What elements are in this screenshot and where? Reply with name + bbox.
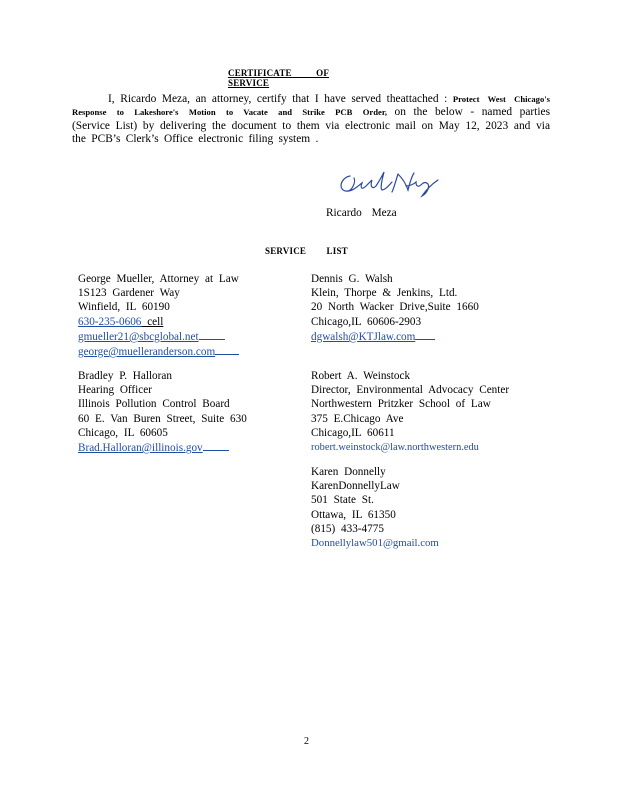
contact-email-link[interactable]: george@muelleranderson.com: [78, 346, 216, 359]
certificate-paragraph: [72, 93, 550, 146]
contact-line: George Mueller, Attorney at Law: [78, 273, 239, 285]
certificate-heading: CERTIFICATE OF SERVICE: [228, 68, 330, 88]
contact-email-link[interactable]: gmueller21@sbcglobal.net: [78, 330, 199, 343]
contact-line: Bradley P. Halloran: [78, 370, 172, 382]
service-contact-walsh: [311, 272, 479, 344]
contact-line: 1S123 Gardener Way: [78, 287, 180, 300]
contact-phone-link[interactable]: 630-235-0606: [78, 315, 142, 328]
signatory-name: Ricardo Meza: [326, 207, 397, 219]
signature-image: [336, 168, 440, 198]
contact-line: Northwestern Pritzker School of Law: [311, 398, 491, 411]
contact-line: Robert A. Weinstock: [311, 370, 411, 382]
contact-line: Chicago, IL 60605: [78, 426, 168, 439]
contact-line: Karen Donnelly: [311, 466, 386, 478]
contact-line: Dennis G. Walsh: [311, 273, 393, 285]
service-contact-weinstock: [311, 369, 509, 455]
contact-line: 375 E.Chicago Ave: [311, 412, 404, 425]
service-list-heading: SERVICE LIST: [265, 246, 348, 256]
contact-phone-suffix: cell: [141, 315, 164, 328]
certificate-text-part2: on the below - named parties (Service List) by delivering the document to them via electronic mail on May 12, 2023 and via the PCB’s Clerk’s Office electronic filing system .: [72, 106, 551, 145]
contact-line: Chicago,IL 60606-2903: [311, 315, 422, 328]
service-contact-halloran: [78, 369, 247, 455]
certificate-document-title: Protect West Chicago's Response to Lakeshore's Motion to Vacate and Strike PCB Order,: [72, 94, 550, 118]
contact-line: Klein, Thorpe & Jenkins, Ltd.: [311, 287, 458, 300]
contact-email-link[interactable]: dgwalsh@KTJlaw.com: [311, 330, 416, 343]
contact-line: (815) 433-4775: [311, 522, 384, 535]
contact-email-link[interactable]: Brad.Halloran@illinois.gov: [78, 442, 203, 455]
contact-line: 501 State St.: [311, 494, 374, 507]
contact-email-link[interactable]: Donnellylaw501@gmail.com: [311, 537, 439, 550]
contact-line: Ottawa, IL 61350: [311, 508, 396, 521]
contact-line: 60 E. Van Buren Street, Suite 630: [78, 412, 247, 425]
contact-line: Illinois Pollution Control Board: [78, 398, 230, 411]
contact-line: 20 North Wacker Drive,Suite 1660: [311, 301, 479, 314]
contact-line: Hearing Officer: [78, 384, 152, 397]
contact-email-link[interactable]: robert.weinstock@law.northwestern.edu: [311, 442, 479, 454]
contact-line: Winfield, IL 60190: [78, 301, 170, 314]
contact-line: Chicago,IL 60611: [311, 426, 395, 439]
service-contact-donnelly: [311, 465, 439, 550]
certificate-text-part1: I, Ricardo Meza, an attorney, certify that I have served theattached :: [108, 93, 453, 105]
contact-line: Director, Environmental Advocacy Center: [311, 384, 510, 397]
contact-line: KarenDonnellyLaw: [311, 480, 400, 493]
service-contact-mueller: [78, 272, 239, 359]
page-number: 2: [304, 736, 309, 747]
